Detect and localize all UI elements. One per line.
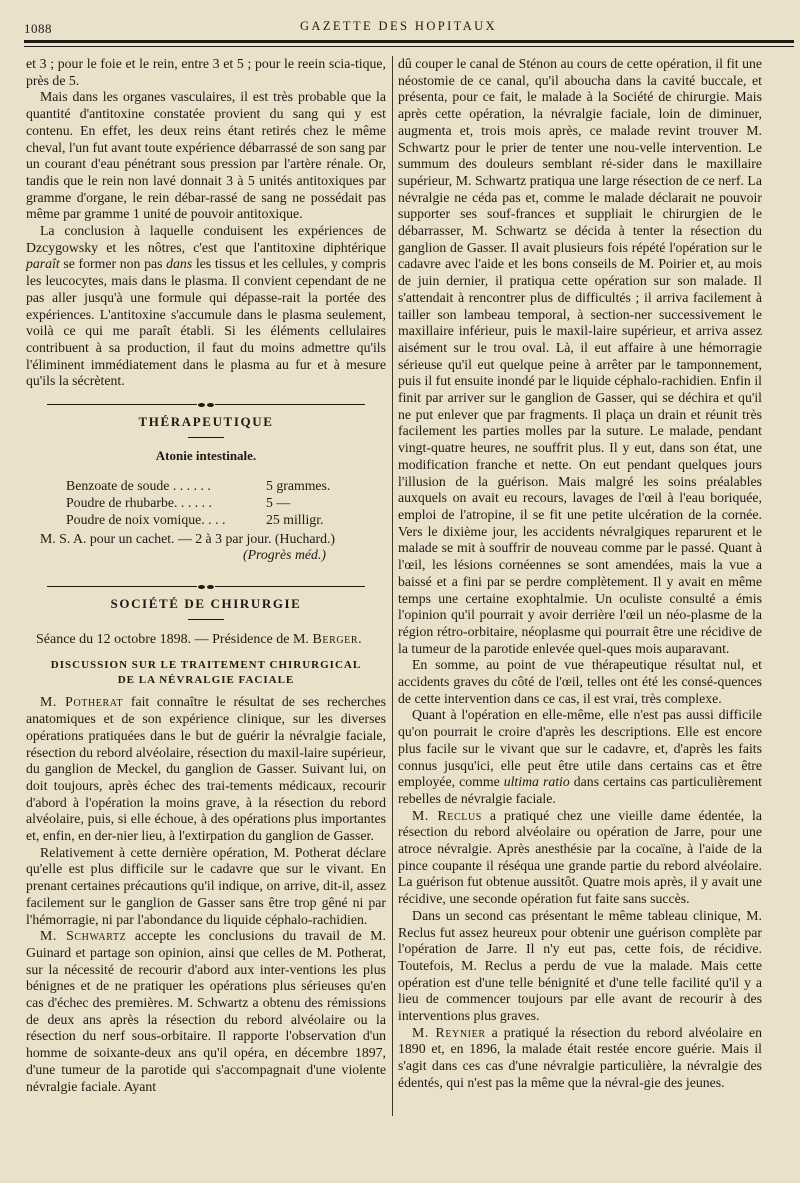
speaker-name: M. Reclus <box>412 807 482 823</box>
section-title-therapeutique: THÉRAPEUTIQUE <box>138 414 274 430</box>
discussion-title <box>26 658 386 688</box>
page-header <box>0 14 800 36</box>
text-run: dans certains cas particulièrement rebelles de névralgie faciale. <box>398 774 762 806</box>
paragraph: et 3 ; pour le foie et le rein, entre 3 et 5 ; pour le reein scia-tique, près de 5. <box>26 56 386 88</box>
text-run: . <box>358 631 362 647</box>
ingredient-name: Poudre de noix vomique. . . . <box>66 511 226 527</box>
text-run: fait connaître le résultat de ses recherches anatomiques et de son expérience clinique, sur les diverses opérations pratiquées dans le but de guérir la névralgie faciale, résection du rebord alvéolaire, résection du maxil-laire supérieur, du ganglion de Meckel, du ganglion de Gasser. Suivant lui, on doit toujours, après échec des trai-tements médicaux, recourir d'abord à l'opération la moins grave, à la résection du rebord alvéolaire, puis, si elle échoue, à des opérations plus importantes et, enfin, en der-nier lieu, à l'extirpation du ganglion de Gasser. <box>26 694 387 844</box>
paragraph <box>26 928 386 1095</box>
paragraph <box>398 707 762 807</box>
header-rule-thick <box>24 40 794 43</box>
page-number: 1088 <box>24 21 52 36</box>
text-run: se former non pas <box>59 256 167 272</box>
discussion-title-line: DE LA NÉVRALGIE FACIALE <box>117 674 295 687</box>
section-ornament <box>26 578 386 588</box>
prescription <box>66 478 386 528</box>
text-run: a pratiqué chez une vieille dame édentée, la résection du rebord alvéolaire ou opération de Jarre, pour une atroce névralgie. Après anesthésie par la cocaïne, à l'aide de la pince coupante il réséqua une grande partie du rebord alvéolaire. La guérison fut obtenue aussitôt. Quatre mois après, il y avait une récidive, une seconde opération fut faite sans succès. <box>398 807 762 907</box>
ingredient-name: Poudre de rhubarbe. . . . . . <box>66 495 212 511</box>
text-run: Séance du 12 octobre 1898. — Présidence de M. <box>36 631 313 647</box>
prescription-row <box>66 495 386 512</box>
prescription-note: M. S. A. pour un cachet. — 2 à 3 par jour. (Huchard.) <box>40 530 336 546</box>
section-ornament <box>26 396 386 406</box>
president-name: Berger <box>312 631 359 647</box>
paragraph <box>26 694 386 844</box>
left-column <box>26 56 386 1095</box>
discussion-title-line: DISCUSSION SUR LE TRAITEMENT CHIRURGICAL <box>50 659 362 672</box>
italic-text: paraît <box>26 256 60 272</box>
paragraph <box>398 808 762 908</box>
italic-text: ultima ratio <box>503 774 570 790</box>
divider <box>188 437 224 438</box>
column-separator <box>392 56 393 1116</box>
text-run: Quant à l'opération en elle-même, elle n'est pas aussi difficile qu'on pourrait le croire d'après les descriptions. Elle est encore plus facile sur le vivant que sur le cadavre, et, d'après les faits connus jusqu'ici, elle peut être utile dans certains cas et être employée, comme <box>398 707 762 790</box>
session-line <box>36 632 386 649</box>
running-title: GAZETTE DES HOPITAUX <box>300 19 497 33</box>
text-run: les tissus et les cellules, y compris les leucocytes, mais dans le plasma. Il convient cependant de ne pas aller jusqu'à une formule qui dépasse-rait la portée des expériences. L'antitoxine s'accumule dans le plasma seulement, voilà ce qui me paraît établi. Si les éléments cellulaires contribuent à sa production, il faut du moins admettre qu'ils l'éliminent immédiatement dans le plasma au fur et à mesure qu'ils la sécrètent. <box>26 256 386 389</box>
ingredient-quantity: 5 — <box>266 495 291 511</box>
paragraph: Relativement à cette dernière opération, M. Potherat déclare qu'elle est plus difficile sur le cadavre que sur le vivant. En prenant certaines précautions qu'il indique, on arrive, dit-il, assez facilement sur le ganglion de Gasser sans être trop gêné ni par l'hémorragie, ni par l'abondance du liquide céphalo-rachidien. <box>26 844 386 927</box>
speaker-name: M. Potherat <box>40 694 124 710</box>
paragraph: En somme, au point de vue thérapeutique résultat nul, et accidents graves du côté de l'œil, telles ont été les consé-quences de cette intervention dans ce cas, il est vrai, très complexe. <box>398 657 762 706</box>
paragraph: Dans un second cas présentant le même tableau clinique, M. Reclus fut assez heureux pour obtenir une guérison complète par l'opération de Jarre. Il n'y eut pas, cette fois, de récidive. Toutefois, M. Reclus a perdu de vue la malade. Mais cette opération est d'une telle bénignité et d'une telle facilité qu'il y a lieu de commencer toujours par elle avant de recourir à des interventions plus graves. <box>398 907 762 1024</box>
subsection-title: Atonie intestinale. <box>155 447 257 463</box>
prescription-source: (Progrès méd.) <box>242 547 326 563</box>
right-column <box>398 56 762 1092</box>
paragraph <box>26 223 386 390</box>
text-run: La conclusion à laquelle conduisent les expériences de Dzcygowsky et les nôtres, c'est que l'antitoxine diphtérique <box>26 223 386 255</box>
text-run: accepte les conclusions du travail de M. Guinard et partage son opinion, ainsi que celles de M. Potherat, sur la nécessité de recourir d'abord aux inter-ventions les plus bénignes et de ne pratiquer les opérations plus sérieuses qu'en cas d'échec des premières. M. Schwartz a obtenu des rémissions de deux ans après la résection du rebord alvéolaire ou la résection du nerf sous-orbitaire. Il rapporte l'observation d'un homme de soixante-deux ans qu'il opéra, en décembre 1897, d'une tumeur de la parotide qui s'accompagnait d'une violente névralgie faciale. Ayant <box>26 928 386 1094</box>
ingredient-quantity: 25 milligr. <box>266 511 324 527</box>
header-rule-thin <box>24 46 794 47</box>
speaker-name: M. Reynier <box>412 1024 486 1040</box>
paragraph <box>398 1025 762 1092</box>
paragraph: Mais dans les organes vasculaires, il est très probable que la quantité d'antitoxine constatée provient du sang qui y est contenu. En effet, les deux reins étant retirés chez le même cheval, l'un fut avant toute expérience débarrassé de son sang par un courant d'eau pénétrant sous pression par l'artère rénale. Or, tandis que le rein non lavé donnait 3 à 5 unités antitoxiques par gramme d'organe, le rein débar-rassé de sang ne possédait pas même par gramme 1 unité de pouvoir antitoxique. <box>26 89 386 222</box>
speaker-name: M. Schwartz <box>40 928 127 944</box>
section-title-societe: SOCIÉTÉ DE CHIRURGIE <box>110 595 302 611</box>
text-run: a pratiqué la résection du rebord alvéolaire en 1890 et, en 1896, la malade était restée encore guérie. Mais il s'agit dans ces cas d'une névralgie particulière, la névralgie des édentés, qui n'est pas la même que la névral-gie des jeunes. <box>398 1024 762 1090</box>
ingredient-quantity: 5 grammes. <box>266 478 331 494</box>
prescription-row <box>66 478 386 495</box>
divider <box>188 619 224 620</box>
italic-text: dans <box>166 256 193 272</box>
ingredient-name: Benzoate de soude . . . . . . <box>66 478 211 494</box>
prescription-row <box>66 512 386 529</box>
paragraph: dû couper le canal de Sténon au cours de cette opération, il fit une néostomie de ce canal, qu'il aboucha dans la cavité buccale, et présenta, pour ce fait, le malade à la Société de chirurgie. Mais après cette opération, la névralgie faciale, loin de diminuer, augmenta et, trois mois après, ce malade revint trouver M. Schwartz pour le prier de tenter une nou-velle intervention. Le summum des douleurs semblant ré-sider dans le maxillaire supérieur, M. Schwartz pratiqua une large résection de ce nerf. La névralgie ne céda pas et, comme le malade déclarait ne pouvoir supporter ses souf-frances et suppliait le chirurgien de le débarrasser, M. Schwartz se décida à tenter la résection du ganglion de Gasser. Il avait plusieurs fois répété l'opération sur le cadavre avec l'aide et les bons conseils de M. Poirier et, au mois de juin dernier, il pratiqua cette opération sur son malade. Il s'attendait à rencontrer plus de difficultés ; il arriva facilement à tailler son lambeau temporal, à section-ner successivement le maxillaire inférieur, puis le maxil-laire supérieur, et arriva assez aisément sur le trou oval. Là, il eut affaire à une hémorragie sérieuse qu'il eut quelque peine à arrêter par le tamponnement, puis il fut ensuite inondé par le liquide céphalo-rachidien. Enfin il finit par arriver sur le ganglion de Gasser, qui se déchira et qu'il ne put enlever que par fragments. Il plaça un drain et réunit très facilement les parties molles par la suture. Le malade, pendant vingt-quatre heures, ne souffrit plus. Il y eut, dans son état, une modification franche et nette. On eut pendant quelques jours l'illusion de la guérison. Mais malgré les soins préalables auxquels on avait eu recours, lavages de l'œil à l'eau boriquée, emploi de l'atropine, il se fit une petite ulcération de la cornée. Vers le dixième jour, les accidents névralgiques reparurent et le malade se mit à souffrir de nouveau comme par le passé. Quant à l'œil, les lésions cornéennes se sont amendées, mais la vue a baissé et a fini par se perdre complètement. Il y avait en même temps une certaine exophtalmie. Un oculiste consulté a émis l'opinion qu'il pourrait y avoir derrière l'œil un néo-plasme de la région rétro-orbitaire, néoplasme qui pourrait être une récidive de la tumeur de la parotide enlevée quel-ques mois auparavant. <box>398 56 762 656</box>
